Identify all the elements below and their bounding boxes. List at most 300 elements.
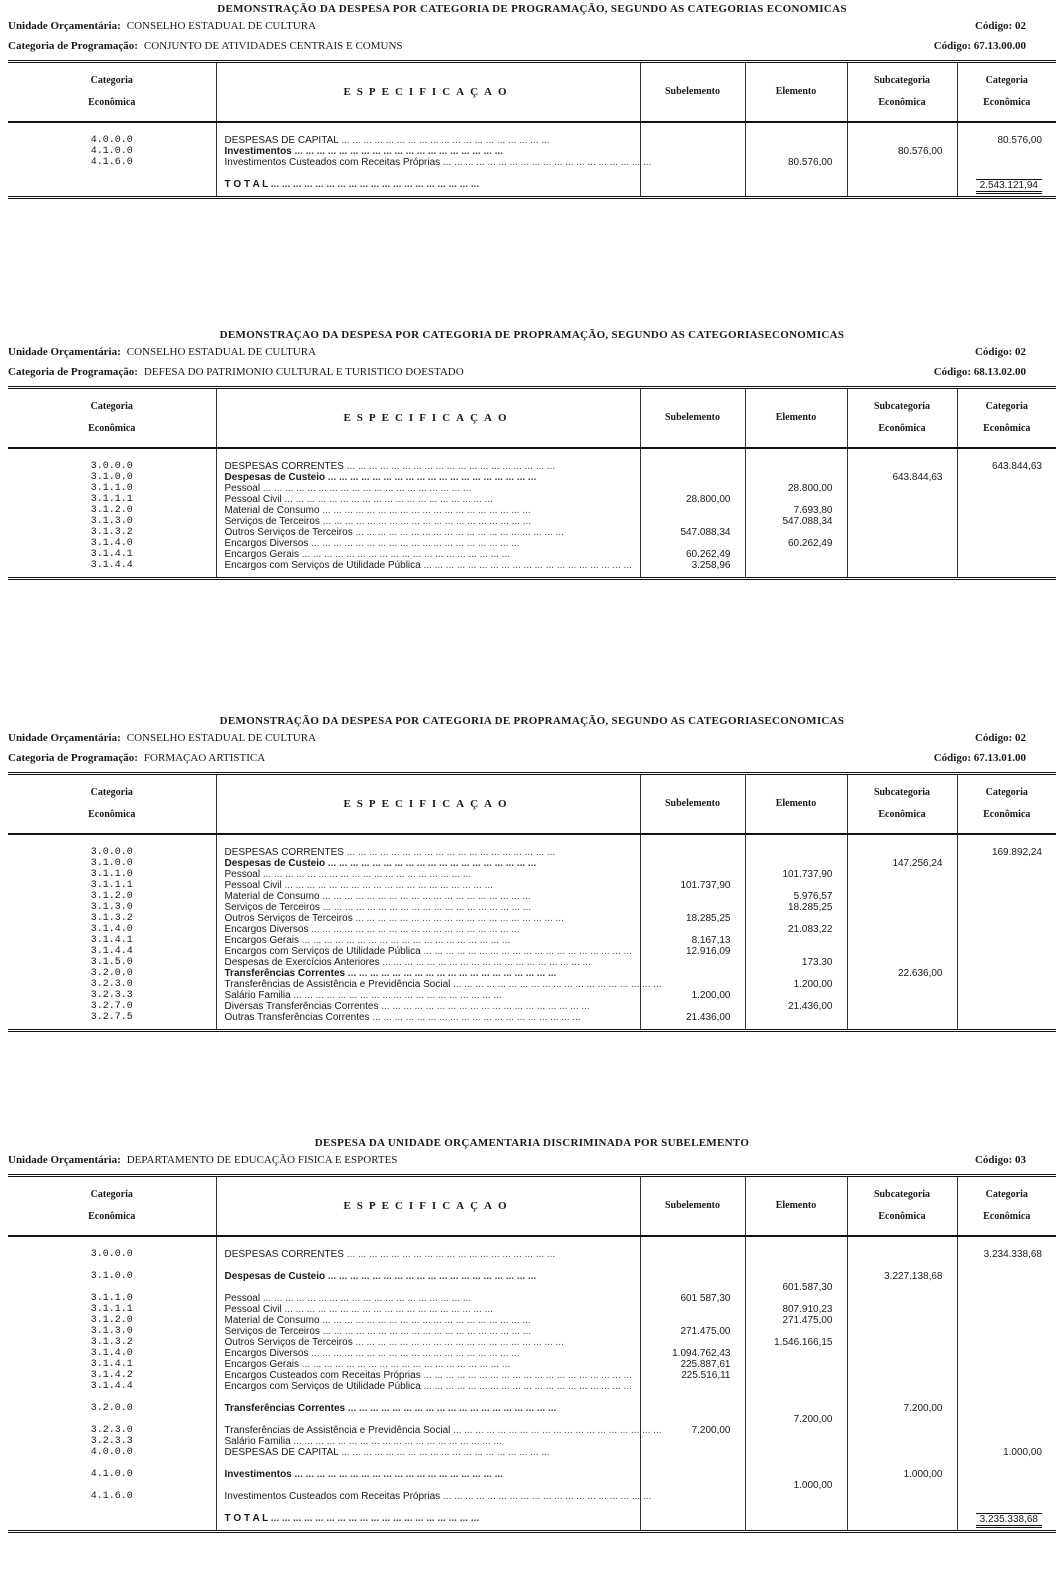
unidade-label: Unidade Orçamentária: [8, 1154, 121, 1166]
row-subelemento: 547.088,34 [680, 527, 731, 538]
codigo-unidade: Código: 03 [974, 1154, 1026, 1166]
row-description: Pessoal Civil ... ... ... ... ... ... ... ... ... ... ... ... ... ... ... ... ... ... ... [224, 880, 493, 891]
row-elemento [746, 1293, 847, 1304]
row-subcategoria [848, 1304, 957, 1315]
row-description: Encargos Gerais ... ... ... ... ... ... ... ... ... ... ... ... ... ... ... ... ... ... ... [224, 549, 511, 560]
row-subelemento: 1.200,00 [691, 990, 731, 1001]
row-description: Salário Familia ... ... ... ... ... ... ... ... ... ... ... ... ... ... ... ... ... ... ... [224, 1436, 502, 1447]
unidade-value: CONSELHO ESTADUAL DE CULTURA [126, 346, 317, 358]
row-elemento [746, 1359, 847, 1370]
row-categoria [958, 1315, 1057, 1326]
row-code [8, 1458, 216, 1469]
row-elemento [746, 946, 847, 957]
unidade-value: CONSELHO ESTADUAL DE CULTURA [126, 732, 317, 744]
row-subcategoria [848, 494, 957, 505]
row-description: Despesas de Custeio ... ... ... ... ... ... ... ... ... ... ... ... ... ... ... ... ... ... ... [224, 472, 537, 483]
row-subcategoria [848, 946, 957, 957]
row-subcategoria [848, 935, 957, 946]
codigo-categoria: Código: 67.13.01.00 [933, 752, 1026, 764]
row-code: 4.1.6.0 [90, 1491, 133, 1502]
row-elemento [746, 1491, 847, 1502]
row-code: 3.1.1.1 [90, 880, 133, 891]
row-description: Salário Familia ... ... ... ... ... ... ... ... ... ... ... ... ... ... ... ... ... ... ... [224, 990, 502, 1001]
header-especificacao: ESPECIFICAÇAO [216, 1176, 640, 1237]
row-description: Encargos Diversos ... ... ... ... ... ... ... ... ... ... ... ... ... ... ... ... ... ... ... [224, 538, 520, 549]
row-subelemento: 225.887,61 [680, 1359, 731, 1370]
expense-table [8, 1174, 1056, 1533]
row-elemento [746, 990, 847, 1001]
row-subelemento [641, 891, 745, 902]
row-subcategoria [848, 990, 957, 1001]
row-elemento [746, 1381, 847, 1392]
row-subelemento [641, 1260, 745, 1271]
row-code: 3.1.4.4 [90, 946, 133, 957]
row-code: 3.0.0.0 [90, 847, 133, 858]
row-description: Transferências Correntes ... ... ... ... ... ... ... ... ... ... ... ... ... ... ... ... ... ... ... [224, 968, 557, 979]
row-code: 3.2.0.0 [90, 968, 133, 979]
row-elemento [746, 494, 847, 505]
report-section [8, 328, 1056, 580]
row-elemento [746, 880, 847, 891]
row-elemento [746, 1469, 847, 1480]
total-value: 2.543.121,94 [976, 179, 1042, 194]
row-code: 3.1.4.1 [90, 1359, 133, 1370]
header-elemento: Elemento [745, 388, 847, 449]
row-code: 3.1.4.2 [90, 1370, 133, 1381]
categoria-line [8, 36, 1056, 56]
header-especificacao: ESPECIFICAÇAO [216, 774, 640, 835]
row-subcategoria [848, 1315, 957, 1326]
row-elemento [746, 168, 847, 179]
categoria-value: CONJUNTO DE ATIVIDADES CENTRAIS E COMUNS [143, 40, 403, 52]
row-subcategoria [848, 168, 957, 179]
header-subcategoria: Subcategoria Econômica [847, 1176, 957, 1237]
row-elemento: 1.546.166,15 [774, 1337, 833, 1348]
row-subcategoria [848, 1447, 957, 1458]
row-code: 3.1.4.1 [90, 935, 133, 946]
row-description [217, 1260, 640, 1271]
row-categoria [958, 483, 1057, 494]
codigo-unidade: Código: 02 [974, 732, 1026, 744]
row-subcategoria: 147.256,24 [892, 858, 943, 869]
unidade-line [8, 16, 1056, 36]
row-description: DESPESAS CORRENTES ... ... ... ... ... ... ... ... ... ... ... ... ... ... ... ... ... ... ... [224, 847, 556, 858]
row-description: Material de Consumo ... ... ... ... ... ... ... ... ... ... ... ... ... ... ... ... ... ... ... [224, 891, 531, 902]
row-subcategoria: 3.227.138,68 [884, 1271, 943, 1282]
row-subcategoria [848, 1480, 957, 1491]
row-subelemento: 3.258,96 [691, 560, 731, 571]
row-code: 3.1.1.0 [90, 869, 133, 880]
unidade-line [8, 728, 1056, 748]
row-subelemento [641, 1502, 745, 1513]
row-subcategoria [848, 869, 957, 880]
row-code: 3.1.2.0 [90, 505, 133, 516]
table-body-row [8, 122, 1056, 198]
row-categoria: 80.576,00 [997, 135, 1042, 146]
row-description: DESPESAS CORRENTES ... ... ... ... ... ... ... ... ... ... ... ... ... ... ... ... ... ... ... [224, 1249, 556, 1260]
row-elemento [746, 560, 847, 571]
row-elemento: 1.200,00 [793, 979, 833, 990]
row-categoria [958, 979, 1057, 990]
header-categoria-economica: Categoria Econômica [957, 1176, 1056, 1237]
row-code: 3.2.3.3 [90, 1436, 133, 1447]
categoria-label: Categoria de Programação: [8, 366, 138, 378]
row-code: 3.1.1.1 [90, 1304, 133, 1315]
row-subelemento [641, 538, 745, 549]
row-subelemento: 60.262,49 [686, 549, 731, 560]
row-description: Encargos com Serviços de Utilidade Pública ... ... ... ... ... ... ... ... ... ... ... ... ... ... ... ... ... ... ... [224, 1381, 632, 1392]
row-elemento: 173.30 [801, 957, 833, 968]
categoria-label: Categoria de Programação: [8, 40, 138, 52]
row-elemento: 807.910,23 [782, 1304, 833, 1315]
row-description [217, 1282, 640, 1293]
row-subcategoria [848, 538, 957, 549]
row-description [217, 1392, 640, 1403]
unidade-label: Unidade Orçamentária: [8, 732, 121, 744]
row-code: 3.1.1.0 [90, 1293, 133, 1304]
row-subelemento [641, 1315, 745, 1326]
header-categoria: Categoria Econômica [8, 62, 216, 123]
header-categoria: Categoria Econômica [8, 1176, 216, 1237]
row-description: Investimentos ... ... ... ... ... ... ... ... ... ... ... ... ... ... ... ... ... ... ... [224, 146, 503, 157]
row-code: 3.1.0.0 [90, 472, 133, 483]
row-subcategoria [848, 1260, 957, 1271]
row-description: Encargos Gerais ... ... ... ... ... ... ... ... ... ... ... ... ... ... ... ... ... ... ... [224, 1359, 511, 1370]
row-elemento: 1.000,00 [793, 1480, 833, 1491]
table-header-row [8, 62, 1056, 123]
row-categoria [958, 1337, 1057, 1348]
row-categoria [958, 505, 1057, 516]
row-categoria [958, 1370, 1057, 1381]
row-subcategoria [848, 135, 957, 146]
row-code: 3.0.0.0 [90, 461, 133, 472]
row-elemento [746, 847, 847, 858]
row-code: 4.0.0.0 [90, 1447, 133, 1458]
row-subelemento [641, 1392, 745, 1403]
row-code [8, 1282, 216, 1293]
categoria-label: Categoria de Programação: [8, 752, 138, 764]
row-code: 3.1.3.2 [90, 913, 133, 924]
row-code: 3.1.0.0 [90, 1271, 133, 1282]
row-categoria [958, 527, 1057, 538]
row-subelemento [641, 957, 745, 968]
row-categoria [958, 902, 1057, 913]
row-description: Pessoal ... ... ... ... ... ... ... ... ... ... ... ... ... ... ... ... ... ... ... [224, 869, 472, 880]
row-elemento: 271.475,00 [782, 1315, 833, 1326]
row-elemento: 18.285,25 [788, 902, 833, 913]
row-subelemento [641, 157, 745, 168]
row-subelemento [641, 505, 745, 516]
row-description: Outras Transferências Correntes ... ... ... ... ... ... ... ... ... ... ... ... ... ... ... ... ... ... ... [224, 1012, 581, 1023]
row-subcategoria [848, 847, 957, 858]
row-subcategoria [848, 527, 957, 538]
codigo-categoria: Código: 68.13.02.00 [933, 366, 1026, 378]
row-description: Outros Serviços de Terceiros ... ... ... ... ... ... ... ... ... ... ... ... ... ... ... ... ... ... ... [224, 1337, 564, 1348]
row-subelemento [641, 1480, 745, 1491]
row-elemento [746, 1249, 847, 1260]
row-code: 3.1.3.0 [90, 1326, 133, 1337]
row-subcategoria [848, 1249, 957, 1260]
row-elemento [746, 1348, 847, 1359]
row-subelemento: 225.516,11 [681, 1370, 731, 1381]
unidade-line [8, 342, 1056, 362]
header-especificacao: ESPECIFICAÇAO [216, 62, 640, 123]
row-description [217, 1502, 640, 1513]
row-categoria [958, 1403, 1057, 1414]
row-code: 4.1.0.0 [90, 1469, 133, 1480]
row-subcategoria [848, 1370, 957, 1381]
row-code [8, 1392, 216, 1403]
unidade-value: CONSELHO ESTADUAL DE CULTURA [126, 20, 317, 32]
section-title: DEMONSTRAÇÃO DA DESPESA POR CATEGORIA DE PROPRAMAÇÃO, SEGUNDO AS CATEGORIASECONOMICAS [219, 715, 845, 727]
row-description: Serviços de Terceiros ... ... ... ... ... ... ... ... ... ... ... ... ... ... ... ... ... ... ... [224, 902, 532, 913]
row-subelemento [641, 1271, 745, 1282]
header-categoria: Categoria Econômica [8, 774, 216, 835]
row-categoria [958, 1469, 1057, 1480]
row-categoria [958, 549, 1057, 560]
row-categoria [958, 146, 1057, 157]
categoria-value: FORMAÇAO ARTISTICA [143, 752, 266, 764]
row-subelemento [641, 516, 745, 527]
row-subcategoria [848, 957, 957, 968]
row-description: Serviços de Terceiros ... ... ... ... ... ... ... ... ... ... ... ... ... ... ... ... ... ... ... [224, 1326, 532, 1337]
row-code: 3.1.1.0 [90, 483, 133, 494]
row-subelemento [641, 461, 745, 472]
row-subcategoria [848, 1001, 957, 1012]
categoria-line [8, 362, 1056, 382]
row-elemento: 5.976,57 [793, 891, 833, 902]
row-elemento [746, 913, 847, 924]
header-subelemento: Subelemento [640, 62, 745, 123]
row-elemento [746, 1458, 847, 1469]
row-description: Material de Consumo ... ... ... ... ... ... ... ... ... ... ... ... ... ... ... ... ... ... ... [224, 1315, 531, 1326]
total-label: T O T A L ... ... ... ... ... ... ... ... ... ... ... ... ... ... ... ... ... ... ... [224, 179, 480, 190]
row-elemento [746, 135, 847, 146]
row-subcategoria [848, 1012, 957, 1023]
row-categoria [958, 913, 1057, 924]
row-categoria [958, 516, 1057, 527]
row-categoria: 169.892,24 [991, 847, 1042, 858]
table-header-row [8, 388, 1056, 449]
row-categoria [958, 891, 1057, 902]
row-elemento: 28.800,00 [788, 483, 833, 494]
row-elemento [746, 461, 847, 472]
row-categoria [958, 880, 1057, 891]
row-code: 3.1.2.0 [90, 1315, 133, 1326]
row-description: Transferências de Assistência e Previdência Social ... ... ... ... ... ... ... ... ... ... ... ... ... ... ... ... ... ... ... [224, 1425, 662, 1436]
table-header-row [8, 774, 1056, 835]
row-code [8, 168, 216, 179]
header-categoria-economica: Categoria Econômica [957, 774, 1056, 835]
row-categoria [958, 1392, 1057, 1403]
row-elemento: 21.083,22 [788, 924, 833, 935]
row-elemento [746, 1012, 847, 1023]
row-categoria [958, 1436, 1057, 1447]
row-code [8, 1414, 216, 1425]
row-categoria [958, 924, 1057, 935]
row-subelemento [641, 1447, 745, 1458]
row-categoria [958, 1326, 1057, 1337]
header-elemento: Elemento [745, 62, 847, 123]
row-subelemento [641, 1469, 745, 1480]
row-code: 3.1.4.4 [90, 560, 133, 571]
row-code: 3.2.3.0 [90, 1425, 133, 1436]
row-code: 3.1.3.0 [90, 902, 133, 913]
row-code: 3.1.4.0 [90, 1348, 133, 1359]
row-description: Outros Serviços de Terceiros ... ... ... ... ... ... ... ... ... ... ... ... ... ... ... ... ... ... ... [224, 527, 564, 538]
row-code: 3.1.4.4 [90, 1381, 133, 1392]
row-subcategoria [848, 880, 957, 891]
row-subcategoria [848, 157, 957, 168]
section-title: DEMONSTRAÇAO DA DESPESA POR CATEGORIA DE PROPRAMAÇÃO, SEGUNDO AS CATEGORIASECONOMICAS [219, 329, 845, 341]
row-description: Pessoal ... ... ... ... ... ... ... ... ... ... ... ... ... ... ... ... ... ... ... [224, 1293, 472, 1304]
unidade-label: Unidade Orçamentária: [8, 20, 121, 32]
row-subelemento [641, 1282, 745, 1293]
row-code: 3.1.3.2 [90, 527, 133, 538]
row-subelemento [641, 168, 745, 179]
row-subcategoria [848, 1326, 957, 1337]
row-categoria [958, 858, 1057, 869]
row-categoria [958, 1458, 1057, 1469]
row-subelemento [641, 1436, 745, 1447]
row-subelemento [641, 483, 745, 494]
row-code: 3.1.1.1 [90, 494, 133, 505]
row-code: 3.1.3.0 [90, 516, 133, 527]
row-subcategoria [848, 1436, 957, 1447]
row-code [8, 1260, 216, 1271]
table-header-row [8, 1176, 1056, 1237]
row-subelemento [641, 924, 745, 935]
expense-table [8, 60, 1056, 199]
row-elemento [746, 472, 847, 483]
row-description [217, 1480, 640, 1491]
row-elemento [746, 1447, 847, 1458]
row-description: DESPESAS DE CAPITAL ... ... ... ... ... ... ... ... ... ... ... ... ... ... ... ... ... ... ... [224, 1447, 550, 1458]
row-subelemento [641, 1491, 745, 1502]
row-categoria [958, 1304, 1057, 1315]
row-description: Material de Consumo ... ... ... ... ... ... ... ... ... ... ... ... ... ... ... ... ... ... ... [224, 505, 531, 516]
row-code [8, 1502, 216, 1513]
row-description: Encargos Gerais ... ... ... ... ... ... ... ... ... ... ... ... ... ... ... ... ... ... ... [224, 935, 511, 946]
row-subelemento [641, 1337, 745, 1348]
row-code: 3.1.5.0 [90, 957, 133, 968]
row-description: Encargos Diversos ... ... ... ... ... ... ... ... ... ... ... ... ... ... ... ... ... ... ... [224, 1348, 520, 1359]
row-categoria [958, 1001, 1057, 1012]
row-subelemento: 271.475,00 [680, 1326, 731, 1337]
row-subcategoria [848, 549, 957, 560]
row-code: 3.2.0.0 [90, 1403, 133, 1414]
row-subelemento [641, 902, 745, 913]
row-description [217, 168, 640, 179]
row-subelemento [641, 1304, 745, 1315]
row-elemento [746, 935, 847, 946]
row-elemento [746, 1502, 847, 1513]
header-elemento: Elemento [745, 774, 847, 835]
row-elemento [746, 1260, 847, 1271]
row-elemento: 7.200,00 [793, 1414, 833, 1425]
row-elemento: 7.693,80 [793, 505, 833, 516]
row-elemento [746, 1425, 847, 1436]
header-subelemento: Subelemento [640, 1176, 745, 1237]
row-categoria [958, 1348, 1057, 1359]
row-description [217, 1458, 640, 1469]
row-code: 4.1.6.0 [90, 157, 133, 168]
row-code: 3.0.0.0 [90, 1249, 133, 1260]
section-title: DEMONSTRAÇÃO DA DESPESA POR CATEGORIA DE PROGRAMAÇÃO, SEGUNDO AS CATEGORIAS ECONOMICAS [217, 3, 847, 15]
row-subcategoria [848, 1392, 957, 1403]
row-description: Despesas de Exercícios Anteriores ... ... ... ... ... ... ... ... ... ... ... ... ... ... ... ... ... ... ... [224, 957, 591, 968]
row-description: Encargos Custeados com Receitas Próprias ... ... ... ... ... ... ... ... ... ... ... ... ... ... ... ... ... ... ... [224, 1370, 632, 1381]
header-subelemento: Subelemento [640, 388, 745, 449]
row-description: Investimentos Custeados com Receitas Próprias ... ... ... ... ... ... ... ... ... ... ... ... ... ... ... ... ... ... ... [224, 1491, 652, 1502]
row-subelemento: 18.285,25 [686, 913, 731, 924]
row-categoria [958, 968, 1057, 979]
row-description [217, 1414, 640, 1425]
row-subcategoria [848, 913, 957, 924]
row-elemento [746, 858, 847, 869]
row-categoria [958, 1293, 1057, 1304]
row-elemento: 21.436,00 [788, 1001, 833, 1012]
row-subcategoria [848, 1425, 957, 1436]
row-subelemento [641, 146, 745, 157]
row-subelemento: 8.167,13 [691, 935, 731, 946]
row-subelemento: 601 587,30 [680, 1293, 731, 1304]
row-elemento: 547.088,34 [782, 516, 833, 527]
row-subelemento: 28.800,00 [686, 494, 731, 505]
row-categoria [958, 1271, 1057, 1282]
row-code: 4.1.0.0 [90, 146, 133, 157]
row-subelemento [641, 472, 745, 483]
row-subcategoria [848, 1348, 957, 1359]
row-categoria [958, 1480, 1057, 1491]
row-categoria [958, 869, 1057, 880]
row-code: 3.1.4.0 [90, 924, 133, 935]
row-categoria [958, 560, 1057, 571]
row-categoria [958, 494, 1057, 505]
row-subcategoria [848, 505, 957, 516]
unidade-line [8, 1150, 1056, 1170]
row-elemento [746, 549, 847, 560]
row-description: Investimentos ... ... ... ... ... ... ... ... ... ... ... ... ... ... ... ... ... ... ... [224, 1469, 503, 1480]
table-body-row [8, 834, 1056, 1031]
row-subelemento [641, 1414, 745, 1425]
categoria-value: DEFESA DO PATRIMONIO CULTURAL E TURISTICO DOESTADO [143, 366, 464, 378]
header-elemento: Elemento [745, 1176, 847, 1237]
row-subcategoria [848, 924, 957, 935]
row-categoria [958, 157, 1057, 168]
row-categoria [958, 538, 1057, 549]
header-especificacao: ESPECIFICAÇAO [216, 388, 640, 449]
row-subelemento [641, 1381, 745, 1392]
row-description: Despesas de Custeio ... ... ... ... ... ... ... ... ... ... ... ... ... ... ... ... ... ... ... [224, 1271, 537, 1282]
row-description: Serviços de Terceiros ... ... ... ... ... ... ... ... ... ... ... ... ... ... ... ... ... ... ... [224, 516, 532, 527]
codigo-unidade: Código: 02 [974, 20, 1026, 32]
row-categoria [958, 1414, 1057, 1425]
row-categoria [958, 935, 1057, 946]
row-categoria: 3.234.338,68 [983, 1249, 1042, 1260]
row-subelemento [641, 858, 745, 869]
unidade-label: Unidade Orçamentária: [8, 346, 121, 358]
header-subcategoria: Subcategoria Econômica [847, 388, 957, 449]
row-description: Transferências Correntes ... ... ... ... ... ... ... ... ... ... ... ... ... ... ... ... ... ... ... [224, 1403, 557, 1414]
row-categoria [958, 1425, 1057, 1436]
row-elemento: 60.262,49 [788, 538, 833, 549]
row-categoria [958, 946, 1057, 957]
row-elemento [746, 1370, 847, 1381]
row-code: 3.1.4.0 [90, 538, 133, 549]
header-subcategoria: Subcategoria Econômica [847, 774, 957, 835]
row-subcategoria [848, 560, 957, 571]
